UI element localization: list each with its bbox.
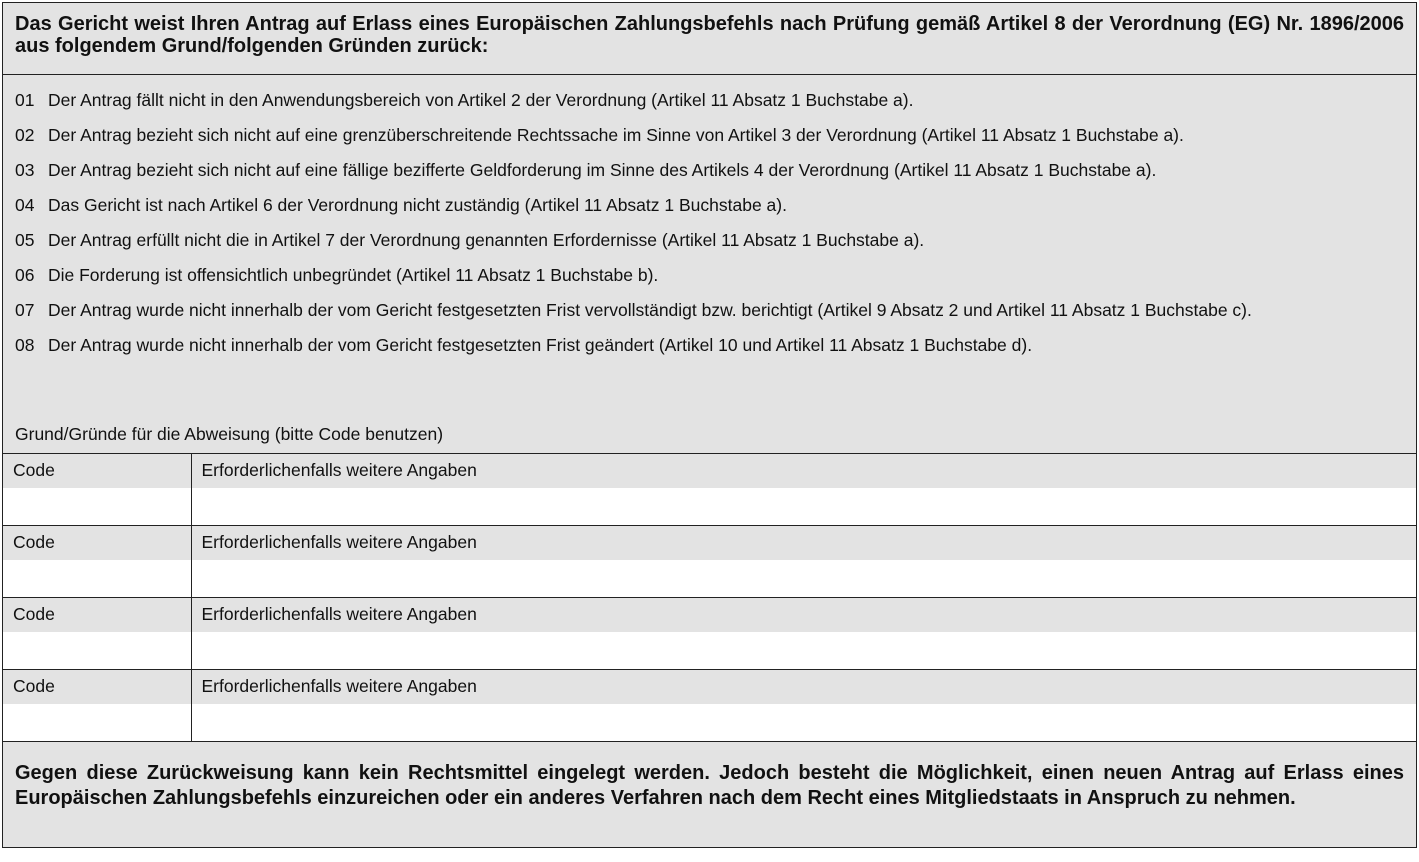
grund-label: Grund/Gründe für die Abweisung (bitte Code benutzen) <box>15 424 444 444</box>
reason-code: 01 <box>15 90 35 110</box>
reason-text: Der Antrag fällt nicht in den Anwendungsbereich von Artikel 2 der Verordnung (Artikel 11 Absatz 1 Buchstabe a). <box>48 90 914 110</box>
code-input[interactable] <box>3 560 191 597</box>
code-label: Code <box>3 454 191 488</box>
code-input[interactable] <box>3 488 191 525</box>
info-input[interactable] <box>192 488 1417 525</box>
info-input[interactable] <box>192 704 1417 741</box>
code-label: Code <box>3 526 191 560</box>
reason-code: 08 <box>15 335 35 355</box>
rejection-form <box>2 2 1417 848</box>
reason-item-07 <box>15 299 1404 322</box>
reason-code: 05 <box>15 230 35 250</box>
reason-text: Das Gericht ist nach Artikel 6 der Verordnung nicht zuständig (Artikel 11 Absatz 1 Buchstabe a). <box>48 195 787 215</box>
info-label: Erforderlichenfalls weitere Angaben <box>192 598 1417 632</box>
info-label: Erforderlichenfalls weitere Angaben <box>192 454 1417 488</box>
code-label: Code <box>3 598 191 632</box>
reasons-list <box>3 75 1416 357</box>
reason-code: 04 <box>15 195 35 215</box>
info-input[interactable] <box>192 560 1417 597</box>
info-label: Erforderlichenfalls weitere Angaben <box>192 670 1417 704</box>
code-label: Code <box>3 670 191 704</box>
reason-item-01 <box>15 89 1404 112</box>
reason-item-02 <box>15 124 1404 147</box>
reason-text: Der Antrag wurde nicht innerhalb der vom Gericht festgesetzten Frist vervollständigt bzw. berichtigt (Artikel 9 Absatz 2 und Artikel 11 Absatz 1 Buchstabe c). <box>48 300 1252 320</box>
legal-notice: Gegen diese Zurückweisung kann kein Rechtsmittel eingelegt werden. Jedoch besteht die Möglichkeit, einen neuen Antrag auf Erlass eines Europäischen Zahlungsbefehls einzureichen oder ein anderes Verfahren nach dem Recht eines Mitgliedstaats in Anspruch zu nehmen. <box>15 762 1404 809</box>
reason-item-08 <box>15 334 1404 357</box>
reason-item-03 <box>15 159 1404 182</box>
reason-item-05 <box>15 229 1404 252</box>
reason-code: 02 <box>15 125 35 145</box>
code-input[interactable] <box>3 632 191 669</box>
reason-code: 06 <box>15 265 35 285</box>
info-label: Erforderlichenfalls weitere Angaben <box>192 526 1417 560</box>
form-header: Das Gericht weist Ihren Antrag auf Erlass eines Europäischen Zahlungsbefehls nach Prüfung gemäß Artikel 8 der Verordnung (EG) Nr. 1896/2006 aus folgendem Grund/folgenden Gründen zurück: <box>3 3 1416 75</box>
reason-code: 07 <box>15 300 35 320</box>
code-input[interactable] <box>3 704 191 741</box>
reason-item-06 <box>15 264 1404 287</box>
reason-text: Die Forderung ist offensichtlich unbegründet (Artikel 11 Absatz 1 Buchstabe b). <box>48 265 659 285</box>
reason-text: Der Antrag erfüllt nicht die in Artikel 7 der Verordnung genannten Erfordernisse (Artikel 11 Absatz 1 Buchstabe a). <box>48 230 925 250</box>
code-table <box>3 453 1416 742</box>
reason-text: Der Antrag wurde nicht innerhalb der vom Gericht festgesetzten Frist geändert (Artikel 10 und Artikel 11 Absatz 1 Buchstabe d). <box>48 335 1033 355</box>
reason-text: Der Antrag bezieht sich nicht auf eine grenzüberschreitende Rechtssache im Sinne von Artikel 3 der Verordnung (Artikel 11 Absatz 1 Buchstabe a). <box>48 125 1184 145</box>
reason-code: 03 <box>15 160 35 180</box>
reason-item-04 <box>15 194 1404 217</box>
info-input[interactable] <box>192 632 1417 669</box>
reason-text: Der Antrag bezieht sich nicht auf eine fällige bezifferte Geldforderung im Sinne des Artikels 4 der Verordnung (Artikel 11 Absatz 1 Buchstabe a). <box>48 160 1157 180</box>
